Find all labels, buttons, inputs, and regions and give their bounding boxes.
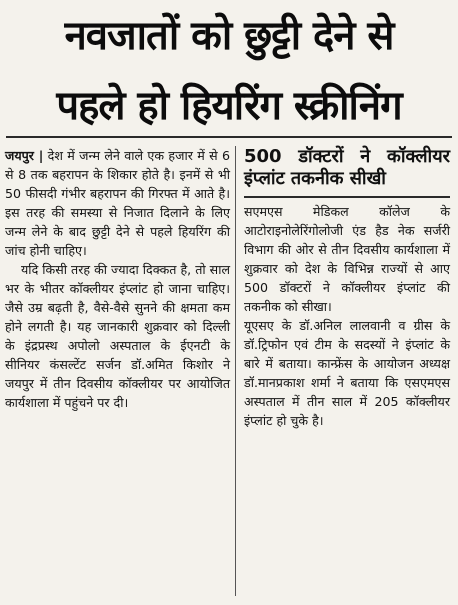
left-column (5, 146, 230, 412)
headline-divider (6, 136, 452, 138)
right-paragraph-2: यूएसए के डॉ.अनिल लालवानी व ग्रीस के डॉ.ट्रिफोन एवं टीम के सदस्यों ने इंप्लांट के बारे में बताया। कान्फ्रेंस के आयोजन अध्यक्ष डॉ.मानप्रकाश शर्मा ने बताया कि एसएमएस अस्पताल में तीन साल में 205 कॉक्लीयर इंप्लांट हो चुके है। (244, 318, 450, 428)
column-divider (235, 146, 236, 596)
subheadline-divider (244, 196, 450, 198)
left-paragraph-1-text: देश में जन्म लेने वाले एक हजार में से 6 से 8 तक बहरापन के शिकार होते है। इनमें से भी 50 फीसदी गंभीर बहरापन की गिरफ्त में आते है। इस तरह की समस्या से निजात दिलाने के लिए जन्म लेने के बाद छुट्टी देने से पहले हियरिंग की जांच होनी चाहिए। (5, 148, 230, 258)
subheadline: 500 डॉक्टरों ने कॉक्लीयर इंप्लांट तकनीक सीखी (244, 146, 450, 189)
right-paragraph-1: सएमएस मेडिकल कॉलेज के आटोराइनोलेरिंगोलोजी एंड हैड नेक सर्जरी विभाग की ओर से तीन दिवसीय कार्यशाला में शुक्रवार को देश के विभिन्न राज्यों से आए 500 डॉक्टरों ने कॉक्लीयर इंप्लांट की तकनीक को सीखा। (244, 204, 450, 314)
right-column (244, 146, 450, 430)
dateline: जयपुर | (5, 148, 44, 163)
headline-line-1: नवजातों को छुट्टी देने से (64, 13, 394, 59)
headline-line-2: पहले हो हियरिंग स्क्रीनिंग (56, 83, 402, 129)
left-paragraph-1 (5, 146, 230, 260)
left-paragraph-2: यदि किसी तरह की ज्यादा दिक्कत है, तो साल भर के भीतर कॉक्लीयर इंप्लांट हो जाना चाहिए। जैसे उम्र बढ़ती है, वैसे-वैसे सुनने की क्षमता कम होने लगती है। यह जानकारी शुक्रवार को दिल्ली के इंद्रप्रस्थ अपोलो अस्पताल के ईएनटी के सीनियर कंसल्टेंट सर्जन डॉ.अमित किशोर ने जयपुर में तीन दिवसीय कॉक्लीयर पर आयोजित कार्यशाला में पहुंचने पर दी। (5, 262, 230, 410)
